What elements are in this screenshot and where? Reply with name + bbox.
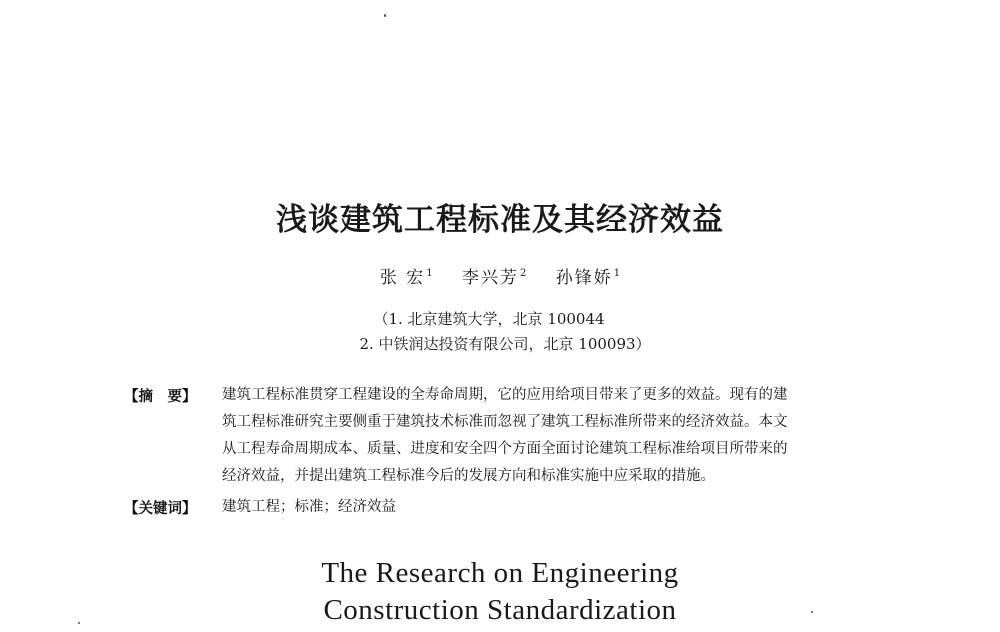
author-list [0, 263, 1000, 288]
author: 孙锋娇$^1$ [555, 268, 621, 288]
author-affiliation-mark: 1 [613, 268, 621, 280]
author-affiliation-mark: 2 [520, 268, 527, 280]
keywords-label: 【关键词】 [124, 501, 197, 517]
affiliation: 2. 中铁润达投资有限公司，北京 100093） [359, 335, 651, 353]
author: 张 宏$^1$ [379, 268, 433, 288]
english-title-line: The Research on Engineering [321, 557, 679, 589]
scan-speck [384, 14, 386, 17]
affiliation: （1. 北京建筑大学，北京 100044 [373, 310, 605, 328]
abstract-label: 【摘 要】 [124, 389, 197, 405]
paper-title: 浅谈建筑工程标准及其经济效益 [276, 202, 724, 238]
abstract-line: 经济效益，并提出建筑工程标准今后的发展方向和标准实施中应采取的措施。 [222, 468, 715, 484]
author: 李兴芳$^2$ [462, 268, 527, 288]
keywords-text: 建筑工程；标准；经济效益 [222, 499, 396, 515]
abstract-line: 从工程寿命周期成本、质量、进度和安全四个方面全面讨论建筑工程标准给项目所带来的 [222, 441, 788, 457]
abstract-line: 建筑工程标准贯穿工程建设的全寿命周期，它的应用给项目带来了更多的效益。现有的建 [222, 387, 788, 403]
english-title-line: Construction Standardization [323, 594, 677, 626]
abstract-line: 筑工程标准研究主要侧重于建筑技术标准而忽视了建筑工程标准所带来的经济效益。本文 [222, 414, 788, 430]
abstract-text [222, 382, 862, 490]
author-affiliation-mark: 1 [426, 268, 433, 280]
